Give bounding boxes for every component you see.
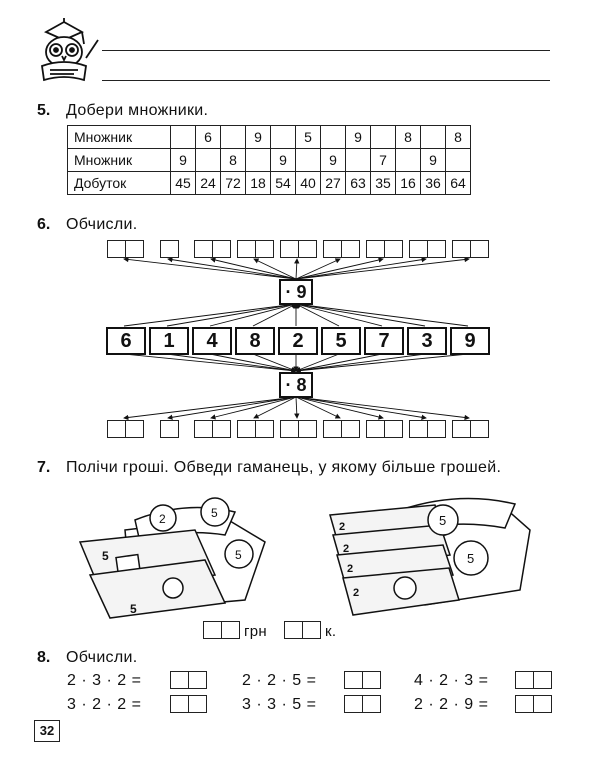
answer-box-top-8[interactable] [409, 240, 446, 258]
arrow-line [167, 304, 296, 326]
number-box-1: 6 [106, 327, 146, 355]
answer-box-top-5[interactable] [280, 240, 317, 258]
expression-answer-box[interactable] [344, 695, 381, 713]
table-cell: 72 [221, 172, 246, 195]
table-cell: 18 [246, 172, 271, 195]
expression-answer-box[interactable] [170, 671, 207, 689]
row-label: Множник [68, 149, 171, 172]
arrow-line [296, 259, 426, 279]
answer-box-bottom-5[interactable] [280, 420, 317, 438]
hryvnia-answer-box[interactable] [203, 621, 240, 639]
arrow-line [124, 354, 296, 371]
table-cell[interactable]: 9 [171, 149, 196, 172]
coin-value: 5 [439, 513, 447, 528]
expression: 3 · 3 · 5 = [242, 696, 317, 713]
answer-box-bottom-9[interactable] [452, 420, 489, 438]
table-cell[interactable]: 9 [321, 149, 346, 172]
arrow-line [124, 397, 296, 418]
operator-times-8: · 8 [279, 372, 313, 398]
table-cell[interactable]: 6 [196, 126, 221, 149]
task8-title: Обчисли. [66, 649, 138, 666]
table-cell[interactable]: 9 [346, 126, 371, 149]
table-cell: 40 [296, 172, 321, 195]
coin-value: 5 [211, 506, 218, 520]
task7-number: 7. [37, 459, 51, 476]
arrow-line [296, 354, 382, 371]
table-cell[interactable]: 8 [396, 126, 421, 149]
arrow-line [296, 259, 297, 279]
answer-box-top-2[interactable] [160, 240, 179, 258]
answer-box-top-1[interactable] [107, 240, 144, 258]
task6-number: 6. [37, 216, 51, 233]
table-cell[interactable]: 7 [371, 149, 396, 172]
answer-box-bottom-3[interactable] [194, 420, 231, 438]
expression: 2 · 2 · 5 = [242, 672, 317, 689]
coin-value: 5 [467, 551, 475, 566]
number-box-2: 1 [149, 327, 189, 355]
table-cell: 64 [446, 172, 471, 195]
table-cell[interactable]: 9 [246, 126, 271, 149]
answer-box-bottom-6[interactable] [323, 420, 360, 438]
expression: 2 · 2 · 9 = [414, 696, 489, 713]
table-cell[interactable]: 9 [421, 149, 446, 172]
expression: 2 · 3 · 2 = [67, 672, 142, 689]
coin-value: 2 [159, 512, 166, 526]
arrow-line [296, 304, 425, 326]
table-cell: 63 [346, 172, 371, 195]
arrow-line [124, 259, 296, 279]
number-box-6: 5 [321, 327, 361, 355]
expression-answer-box[interactable] [170, 695, 207, 713]
number-box-9: 9 [450, 327, 490, 355]
table-cell: 35 [371, 172, 396, 195]
coin [225, 540, 253, 568]
arrow-line [168, 259, 296, 279]
answer-box-top-9[interactable] [452, 240, 489, 258]
answer-box-bottom-1[interactable] [107, 420, 144, 438]
arrow-line [167, 354, 296, 371]
arrow-line [124, 304, 296, 326]
table-cell: 45 [171, 172, 196, 195]
expression-answer-box[interactable] [344, 671, 381, 689]
banknote-denomination: 2 [347, 563, 354, 575]
task5-number: 5. [37, 102, 51, 119]
arrow-line [210, 304, 296, 326]
number-box-4: 8 [235, 327, 275, 355]
arrow-line [211, 397, 296, 418]
arrow-line [210, 354, 296, 371]
coin [201, 498, 229, 526]
task8-number: 8. [37, 649, 51, 666]
kopiyka-answer-box[interactable] [284, 621, 321, 639]
right-wallet-illustration[interactable] [325, 490, 535, 620]
table-cell: 54 [271, 172, 296, 195]
task5-title: Добери множники. [66, 102, 209, 119]
coin [454, 541, 488, 575]
answer-box-bottom-4[interactable] [237, 420, 274, 438]
answer-box-bottom-8[interactable] [409, 420, 446, 438]
arrow-line [296, 397, 469, 418]
arrow-line [296, 397, 297, 418]
number-box-7: 7 [364, 327, 404, 355]
expression-answer-box[interactable] [515, 671, 552, 689]
arrow-line [296, 259, 383, 279]
banknote-denomination: 2 [339, 521, 346, 533]
banknote-denomination: 2 [353, 587, 360, 599]
arrow-line [296, 397, 426, 418]
coin [150, 505, 176, 531]
arrow-line [168, 397, 296, 418]
task7-title: Полічи гроші. Обведи гаманець, у якому більше грошей. [66, 459, 502, 476]
number-box-5: 2 [278, 327, 318, 355]
coin-value: 5 [235, 548, 242, 562]
table-cell: 16 [396, 172, 421, 195]
arrow-line [296, 354, 425, 371]
arrow-line [296, 354, 468, 371]
answer-box-top-6[interactable] [323, 240, 360, 258]
hryvnia-label: грн [244, 623, 267, 640]
table-cell: 24 [196, 172, 221, 195]
table-cell[interactable]: 9 [271, 149, 296, 172]
arrow-line [296, 304, 468, 326]
banknote-denomination: 2 [343, 543, 350, 555]
arrow-line [296, 259, 469, 279]
operator-times-9: · 9 [279, 279, 313, 305]
expression: 4 · 2 · 3 = [414, 672, 489, 689]
banknote-denomination: 5 [130, 602, 137, 616]
kopiyka-label: к. [325, 623, 337, 640]
table-cell: 36 [421, 172, 446, 195]
answer-box-top-7[interactable] [366, 240, 403, 258]
expression: 3 · 2 · 2 = [67, 696, 142, 713]
arrow-line [296, 397, 383, 418]
banknote-denomination: 5 [102, 549, 109, 563]
answer-box-bottom-7[interactable] [366, 420, 403, 438]
arrow-line [296, 304, 382, 326]
table-cell[interactable]: 8 [446, 126, 471, 149]
left-wallet-illustration[interactable] [75, 490, 275, 620]
coin [428, 505, 458, 535]
table-cell: 27 [321, 172, 346, 195]
table-cell[interactable]: 5 [296, 126, 321, 149]
row-label: Добуток [68, 172, 171, 195]
row-label: Множник [68, 126, 171, 149]
arrow-line [211, 259, 296, 279]
table-cell[interactable]: 8 [221, 149, 246, 172]
page-number: 32 [34, 720, 60, 742]
answer-box-bottom-2[interactable] [160, 420, 179, 438]
expression-answer-box[interactable] [515, 695, 552, 713]
answer-box-top-3[interactable] [194, 240, 231, 258]
number-box-8: 3 [407, 327, 447, 355]
answer-box-top-4[interactable] [237, 240, 274, 258]
number-box-3: 4 [192, 327, 232, 355]
task6-title: Обчисли. [66, 216, 138, 233]
